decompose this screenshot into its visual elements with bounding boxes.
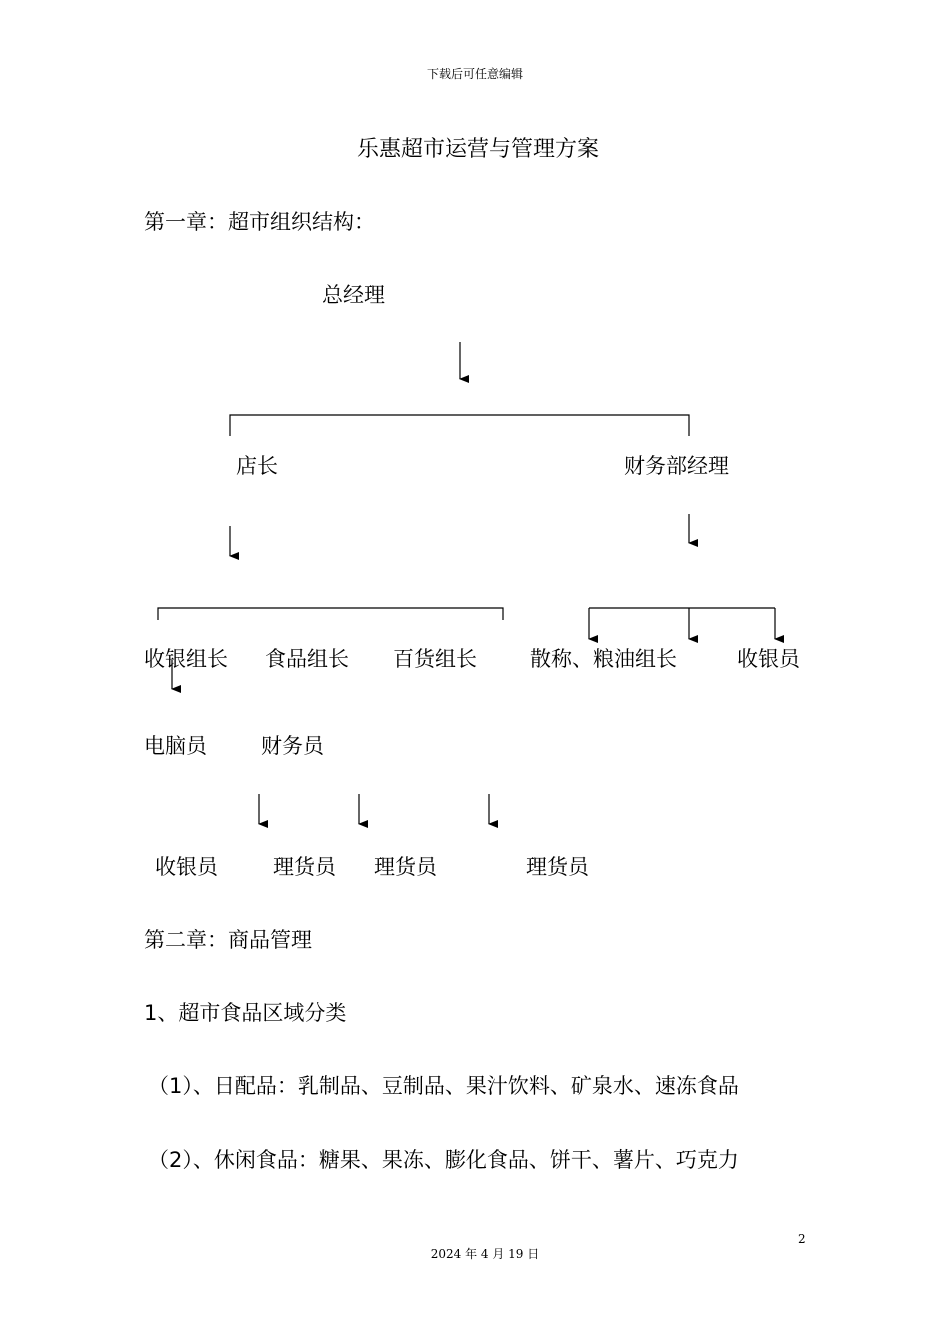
org-stocker-3: 理货员 <box>526 855 589 879</box>
org-general-goods-lead: 百货组长 <box>393 647 477 671</box>
org-store-manager: 店长 <box>236 454 278 478</box>
org-general-manager: 总经理 <box>322 283 385 307</box>
org-food-lead: 食品组长 <box>265 647 349 671</box>
bracket-store-teams <box>158 608 503 620</box>
org-stocker-2: 理货员 <box>374 855 437 879</box>
page-number: 2 <box>798 1232 806 1246</box>
org-bulk-grain-lead: 散称、粮油组长 <box>530 647 677 671</box>
bracket-top <box>230 415 689 436</box>
org-stocker-1: 理货员 <box>273 855 336 879</box>
document-title: 乐惠超市运营与管理方案 <box>356 137 599 162</box>
org-finance-manager: 财务部经理 <box>624 454 729 478</box>
org-cashier-lead: 收银组长 <box>144 647 228 671</box>
footer-date: 2024 年 4 月 19 日 <box>430 1247 540 1261</box>
list-item: （2）、休闲食品：糖果、果冻、膨化食品、饼干、薯片、巧克力 <box>148 1148 739 1172</box>
list-item: （1）、日配品：乳制品、豆制品、果汁饮料、矿泉水、速冻食品 <box>148 1074 739 1098</box>
chapter2-heading: 第二章：商品管理 <box>144 928 312 952</box>
org-cashier: 收银员 <box>155 855 218 879</box>
header-note: 下载后可任意编辑 <box>426 67 523 81</box>
org-computer-clerk: 电脑员 <box>144 734 207 758</box>
section-food-area: 1、超市食品区域分类 <box>144 1001 347 1025</box>
org-finance-cashier: 收银员 <box>737 647 800 671</box>
chapter1-heading: 第一章：超市组织结构： <box>144 210 375 234</box>
org-finance-clerk: 财务员 <box>261 734 324 758</box>
